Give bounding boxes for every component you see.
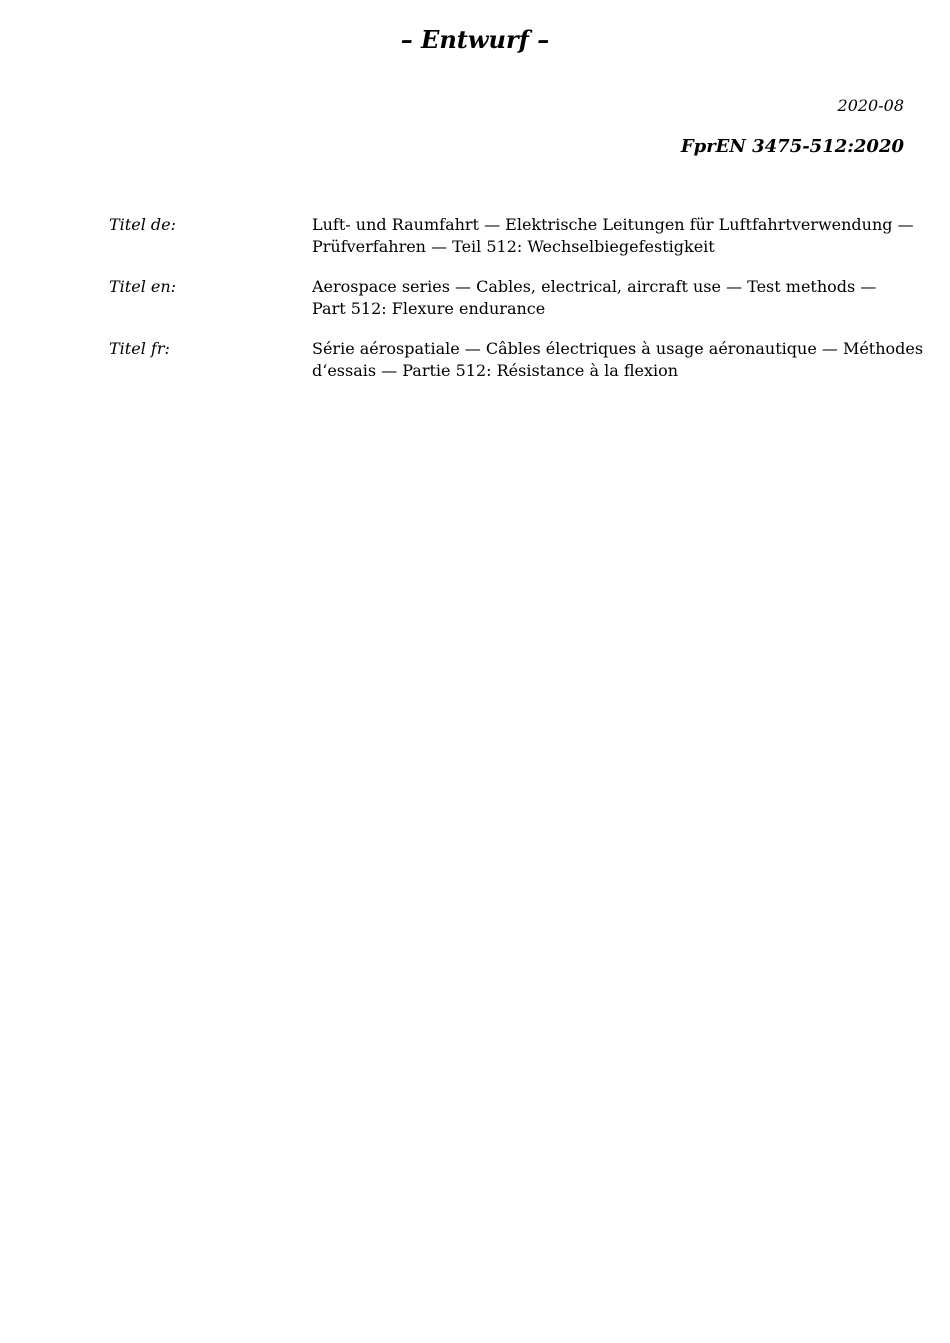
document-date: 2020-08 [837,96,904,115]
title-text [312,338,923,382]
document-number: FprEN 3475-512:2020 [680,136,904,157]
title-language-label: Titel de: [109,215,176,234]
title-language-label: Titel en: [109,277,177,296]
title-line: Prüfverfahren — Teil 512: Wechselbiegefestigkeit [312,237,715,256]
title-line: Part 512: Flexure endurance [312,299,546,318]
title-line: Aerospace series — Cables, electrical, aircraft use — Test methods — [312,277,877,296]
title-line: d‘essais — Partie 512: Résistance à la flexion [312,361,679,380]
title-text [312,276,909,320]
title-line: Luft- und Raumfahrt — Elektrische Leitungen für Luftfahrtverwendung — [312,215,914,234]
title-table [109,214,924,400]
title-text [312,214,914,258]
title-row-fr [109,338,924,382]
title-row-de [109,214,914,258]
draft-label: – Entwurf – [400,25,550,54]
title-line: Série aérospatiale — Câbles électriques à usage aéronautique — Méthodes [312,339,924,358]
title-row-en [109,276,909,320]
title-language-label: Titel fr: [109,339,170,358]
